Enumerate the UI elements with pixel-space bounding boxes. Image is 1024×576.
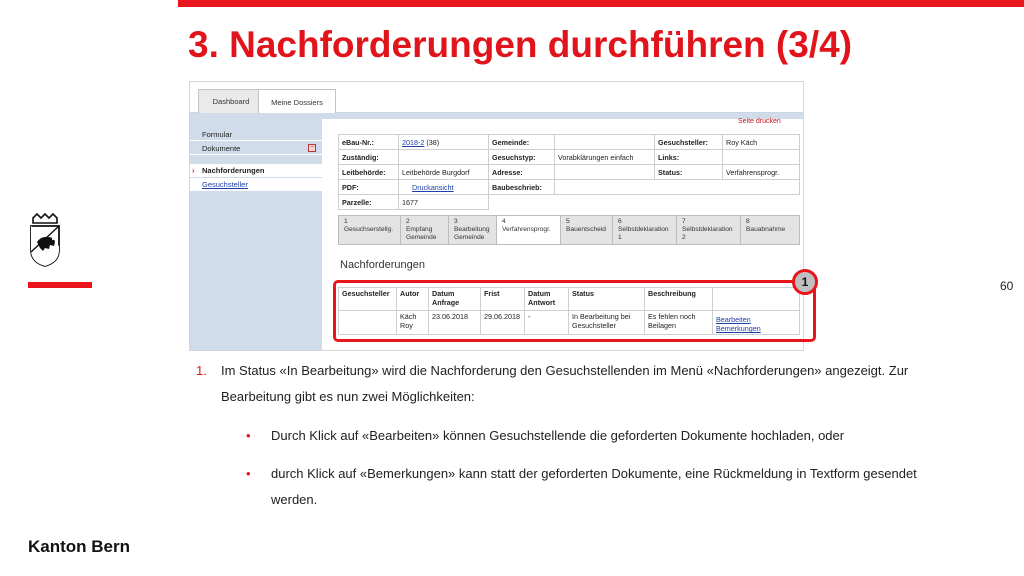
table-cell: Es fehlen noch Beilagen bbox=[645, 311, 713, 335]
info-value: 1677 bbox=[399, 195, 489, 210]
table-cell: - bbox=[525, 311, 569, 335]
bullet-icon: • bbox=[246, 466, 251, 481]
step-number: 6 bbox=[618, 218, 622, 225]
ebau-number-link[interactable]: 2018-2 bbox=[402, 137, 425, 147]
callout-marker: 1 bbox=[792, 269, 818, 295]
comments-link[interactable]: Bemerkungen bbox=[716, 324, 761, 333]
left-red-rule bbox=[28, 282, 92, 288]
step-4[interactable] bbox=[496, 215, 560, 245]
sidebar-item-nachforderungen[interactable] bbox=[190, 164, 322, 177]
edit-link[interactable]: Bearbeiten bbox=[716, 315, 751, 324]
slide-title: 3. Nachforderungen durchführen (3/4) bbox=[188, 24, 853, 65]
instruction-line-2: Bearbeitung gibt es nun zwei Möglichkeiten: bbox=[221, 389, 475, 404]
page-number: 60 bbox=[1000, 279, 1014, 293]
print-page-link[interactable]: Seite drucken bbox=[738, 118, 781, 125]
header-strip bbox=[322, 113, 804, 119]
step-3[interactable] bbox=[448, 215, 496, 245]
step-label: Gesuchserstellg. bbox=[344, 226, 394, 233]
info-value: Verfahrensprogr. bbox=[723, 165, 800, 180]
column-header: Gesuchsteller bbox=[339, 288, 397, 311]
step-number: 5 bbox=[566, 218, 570, 225]
print-view-link[interactable]: Druckansicht bbox=[412, 182, 454, 192]
section-title: Nachforderungen bbox=[340, 259, 426, 271]
info-value bbox=[399, 180, 489, 195]
column-header: Datum Anfrage bbox=[429, 288, 481, 311]
step-5[interactable] bbox=[560, 215, 612, 245]
step-label: Selbstdeklaration 2 bbox=[682, 226, 733, 241]
step-label: Bauentscheid bbox=[566, 226, 606, 233]
info-label: Status: bbox=[655, 165, 723, 180]
bern-crest-icon bbox=[27, 212, 63, 268]
step-2[interactable] bbox=[400, 215, 448, 245]
column-header: Frist bbox=[481, 288, 525, 311]
info-label: Gemeinde: bbox=[489, 135, 555, 150]
collapse-icon[interactable]: − bbox=[309, 144, 315, 151]
info-value: Leitbehörde Burgdorf bbox=[399, 165, 489, 180]
tab-meine-dossiers[interactable]: Meine Dossiers bbox=[258, 89, 336, 114]
step-label: Verfahrensprogr. bbox=[502, 226, 551, 233]
info-value bbox=[555, 135, 655, 150]
step-1[interactable] bbox=[338, 215, 400, 245]
ebau-count: (38) bbox=[426, 137, 440, 147]
item-number-label: 1. bbox=[196, 363, 207, 378]
step-number: 7 bbox=[682, 218, 686, 225]
info-label: Baubeschrieb: bbox=[489, 180, 555, 195]
chevron-right-icon: › bbox=[192, 166, 195, 175]
table-cell: Käch Roy bbox=[397, 311, 429, 335]
bullet-text-2: durch Klick auf «Bemerkungen» kann statt der geforderten Dokumente, eine Rückmeldung in Textform gesendet bbox=[271, 466, 917, 481]
step-number: 2 bbox=[406, 218, 410, 225]
footer-kanton-bern: Kanton Bern bbox=[28, 537, 130, 556]
step-number: 8 bbox=[746, 218, 750, 225]
info-value: Vorabklärungen einfach bbox=[555, 150, 655, 165]
sidebar-item-label: Nachforderungen bbox=[202, 166, 265, 175]
step-label: Bauabnahme bbox=[746, 226, 786, 233]
sidebar-item-label: Formular bbox=[202, 130, 233, 139]
table-cell: In Bearbeitung bei Gesuchsteller bbox=[569, 311, 645, 335]
info-label: Leitbehörde: bbox=[339, 165, 399, 180]
top-accent-bar bbox=[178, 0, 1024, 7]
info-value bbox=[399, 135, 489, 150]
info-label: PDF: bbox=[339, 180, 399, 195]
sidebar-item-dokumente[interactable] bbox=[190, 142, 322, 155]
step-8[interactable] bbox=[740, 215, 800, 245]
bullet-icon: • bbox=[246, 428, 251, 443]
info-label: Zuständig: bbox=[339, 150, 399, 165]
sidebar-item-formular[interactable] bbox=[190, 128, 322, 141]
info-label: Links: bbox=[655, 150, 723, 165]
info-value bbox=[723, 150, 800, 165]
tab-dashboard[interactable]: Dashboard bbox=[198, 89, 264, 113]
step-7[interactable] bbox=[676, 215, 740, 245]
instruction-line-1: Im Status «In Bearbeitung» wird die Nachforderung den Gesuchstellenden im Menü «Nachforderungen» angezeigt. Zur bbox=[221, 363, 909, 378]
info-value: Roy Käch bbox=[723, 135, 800, 150]
info-label: Gesuchstyp: bbox=[489, 150, 555, 165]
bullet-text-1: Durch Klick auf «Bearbeiten» können Gesuchstellende die geforderten Dokumente hochladen, oder bbox=[271, 428, 845, 443]
process-steps bbox=[338, 215, 800, 245]
dossier-info-table bbox=[338, 134, 800, 210]
column-header: Beschreibung bbox=[645, 288, 713, 311]
info-label: eBau-Nr.: bbox=[339, 135, 399, 150]
info-value bbox=[555, 180, 800, 195]
step-6[interactable] bbox=[612, 215, 676, 245]
step-number: 4 bbox=[502, 218, 506, 225]
info-label: Parzelle: bbox=[339, 195, 399, 210]
step-label: Empfang Gemeinde bbox=[406, 226, 437, 241]
step-number: 1 bbox=[344, 218, 348, 225]
tab-bar bbox=[190, 82, 804, 113]
info-value bbox=[555, 165, 655, 180]
table-cell: 23.06.2018 bbox=[429, 311, 481, 335]
step-label: Bearbeitung Gemeinde bbox=[454, 226, 490, 241]
table-cell: 29.06.2018 bbox=[481, 311, 525, 335]
step-number: 3 bbox=[454, 218, 458, 225]
info-label: Gesuchsteller: bbox=[655, 135, 723, 150]
sidebar bbox=[190, 113, 322, 351]
column-header: Status bbox=[569, 288, 645, 311]
info-label: Adresse: bbox=[489, 165, 555, 180]
info-value bbox=[399, 150, 489, 165]
item-number bbox=[196, 358, 207, 384]
step-label: Selbstdeklaration 1 bbox=[618, 226, 669, 241]
column-header: Autor bbox=[397, 288, 429, 311]
sidebar-item-gesuchsteller[interactable]: Gesuchsteller bbox=[190, 178, 322, 191]
bullet-text-2-cont: werden. bbox=[271, 492, 318, 507]
sidebar-item-label: Dokumente bbox=[202, 144, 241, 153]
highlight-box bbox=[333, 280, 816, 342]
column-header: Datum Antwort bbox=[525, 288, 569, 311]
